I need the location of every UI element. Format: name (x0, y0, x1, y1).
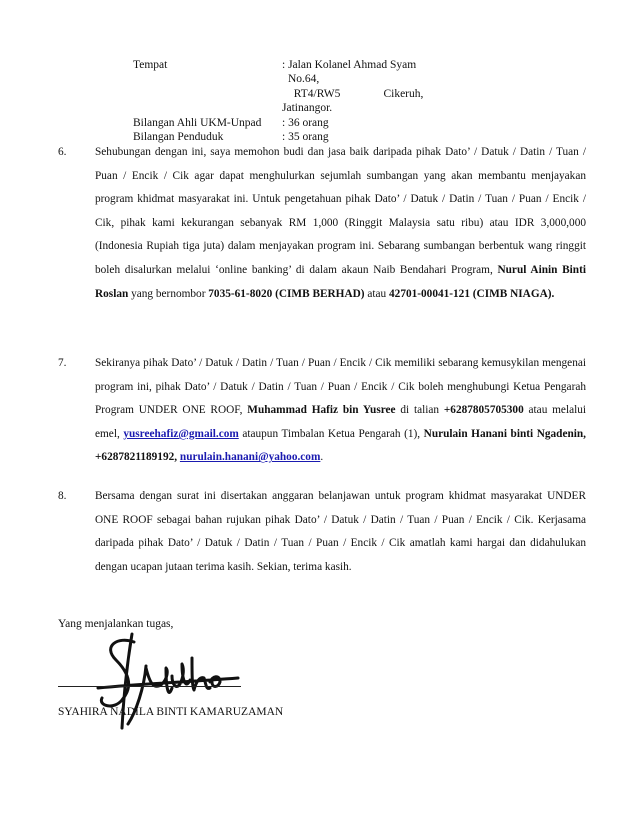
text-run: atau (364, 287, 390, 300)
paragraph-text (95, 141, 586, 306)
tempat-line: : Jalan Kolanel Ahmad Syam (282, 59, 417, 71)
director-email-link[interactable]: yusreehafiz@gmail.com (123, 427, 239, 440)
text-run: Sehubungan dengan ini, saya memohon budi dan jasa baik daripada pihak Dato’ / Datuk / Datin / Tuan / Puan / Encik / Cik agar dapat menghulurkan sejumlah sumbangan yang akan membantu menjayakan program khidmat masyarakat ini. Untuk pengetahuan pihak Dato’ / Datuk / Datin / Tuan / Puan / Encik / Cik, pihak kami kekurangan sebanyak RM 1,000 (Ringgit Malaysia satu ribu) atau IDR 3,000,000 (Indonesia Rupiah tiga juta) dalam menjayakan program ini. Sebarang sumbangan berbentuk wang ringgit boleh disalurkan melalui ‘online banking’ di dalam akaun Naib Bendahari Program, (95, 146, 586, 276)
handwritten-signature (88, 628, 248, 738)
tempat-line: Jatinangor. (282, 102, 333, 115)
paragraph-number: 6. (58, 146, 67, 158)
paragraph-number: 8. (58, 490, 67, 502)
deputy-email-link[interactable]: nurulain.hanani@yahoo.com (179, 451, 321, 464)
ahli-value: : 36 orang (282, 116, 329, 129)
text-run: atau melalui emel, (95, 404, 587, 440)
deputy-name-phone: Nurulain Hanani binti Ngadenin, +6287821189192, (95, 427, 586, 464)
text-run: di talian (395, 404, 444, 417)
penduduk-label: Bilangan Penduduk (133, 131, 224, 144)
signature-line (58, 686, 241, 688)
paragraph-8 (58, 485, 586, 579)
paragraph-number: 7. (58, 357, 67, 369)
treasurer-name: Nurul Ainin Binti Roslan (95, 263, 586, 300)
text-run: ataupun Timbalan Ketua Pengarah (1), (238, 427, 424, 440)
cimb-account: 7035-61-8020 (CIMB BERHAD) (208, 287, 365, 300)
director-phone: +6287805705300 (443, 404, 524, 417)
paragraph-6 (58, 141, 586, 306)
tempat-value (282, 58, 423, 116)
paragraph-7 (58, 352, 586, 470)
tempat-line: RT4/RW5 Cikeruh, (288, 87, 424, 100)
tempat-label: Tempat (133, 59, 168, 71)
paragraph-text (95, 352, 586, 470)
program-info-block (133, 58, 423, 144)
tempat-line: No.64, (288, 73, 320, 86)
signer-name: SYAHIRA NADILA BINTI KAMARUZAMAN (58, 706, 284, 718)
text-run: . (320, 451, 324, 464)
info-row-ahli (133, 116, 423, 130)
text-run: Sekiranya pihak Dato’ / Datuk / Datin / Tuan / Puan / Encik / Cik memiliki sebarang kemusykilan mengenai program ini, pihak Dato’ / Datuk / Datin / Tuan / Puan / Encik / Cik boleh menghubungi Ketua Pengarah Program UNDER ONE ROOF, (95, 357, 586, 417)
penduduk-value: : 35 orang (282, 131, 329, 144)
text-run: yang bernombor (128, 287, 209, 300)
closing-text: Yang menjalankan tugas, (58, 618, 174, 630)
cimb-niaga-account: 42701-00041-121 (CIMB NIAGA). (389, 287, 555, 300)
director-name: Muhammad Hafiz bin Yusree (247, 404, 396, 417)
ahli-label: Bilangan Ahli UKM-Unpad (133, 116, 262, 129)
paragraph-text: Bersama dengan surat ini disertakan anggaran belanjawan untuk program khidmat masyarakat UNDER ONE ROOF sebagai bahan rujukan pihak Dato’ / Datuk / Datin / Tuan / Puan / Encik / Cik. Kerjasama daripada pihak Dato’ / Datuk / Datin / Tuan / Puan / Encik / Cik amatlah kami hargai dan didahulukan dengan ucapan jutaan terima kasih. Sekian, terima kasih. (95, 490, 586, 573)
info-row-tempat (133, 58, 423, 116)
